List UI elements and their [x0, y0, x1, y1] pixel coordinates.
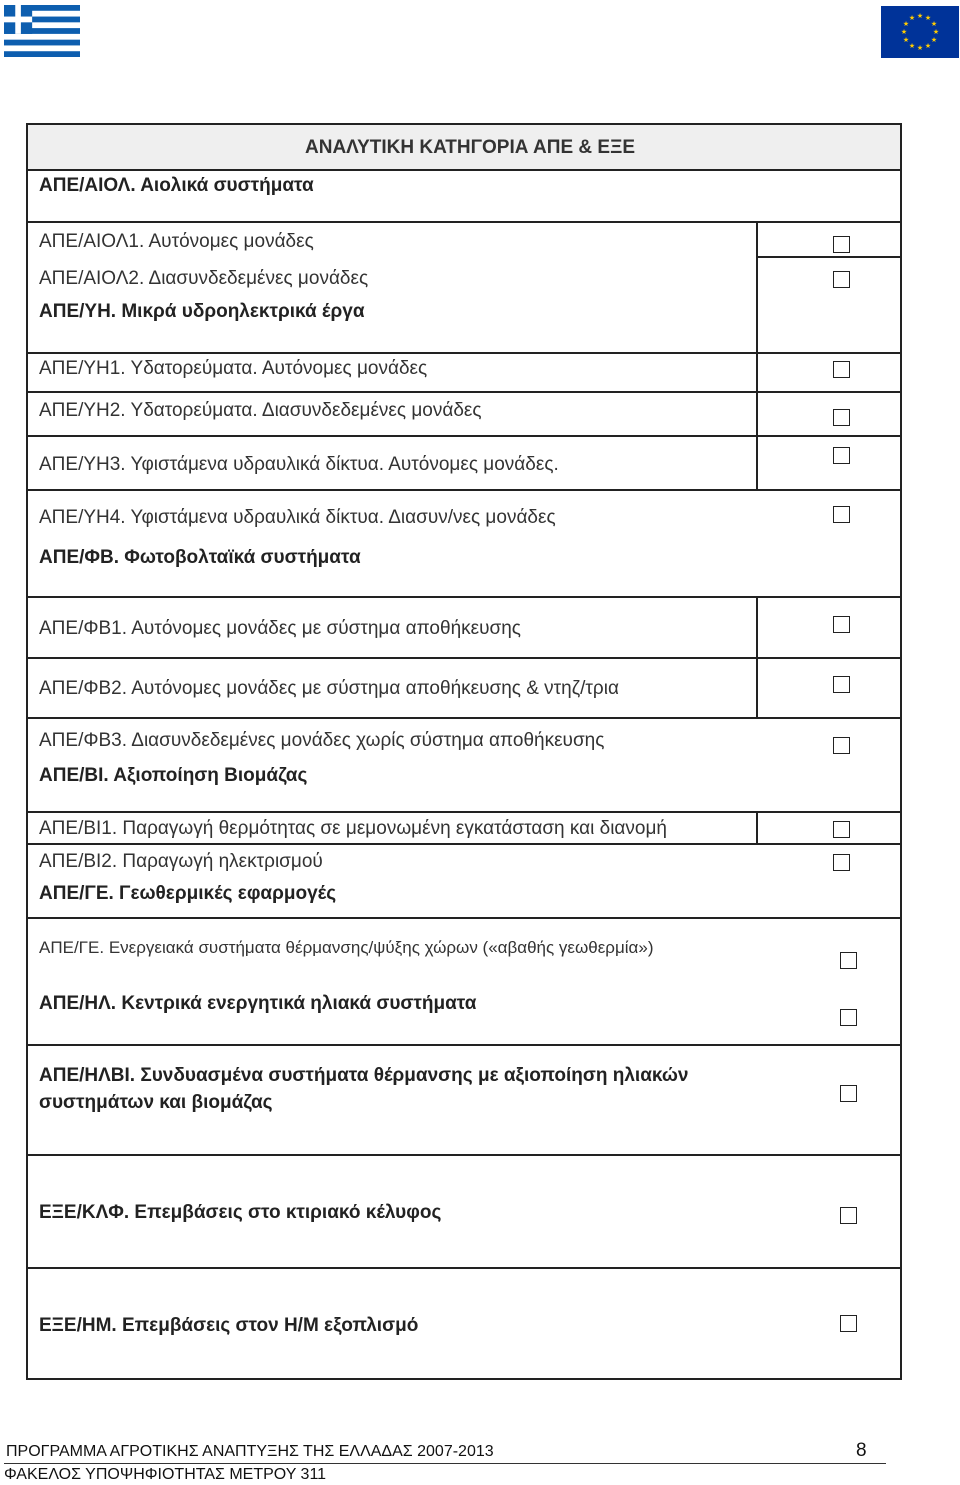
checkbox-yh3[interactable]	[833, 447, 850, 464]
category-table	[26, 123, 902, 1380]
checkbox-ilvi[interactable]	[840, 1085, 857, 1102]
checkbox-yh2[interactable]	[833, 409, 850, 426]
svg-text:★: ★	[930, 36, 938, 44]
list-item: ΑΠΕ/ΥΗ3. Υφιστάμενα υδραυλικά δίκτυα. Αυτόνομες μονάδες.	[39, 454, 559, 475]
checkbox-aiol1[interactable]	[833, 236, 850, 253]
category-title: ΑΠΕ/ΒΙ. Αξιοποίηση Βιομάζας	[39, 765, 308, 786]
greek-flag-icon	[4, 5, 80, 57]
category-title: ΕΞΕ/ΚΛΦ. Επεμβάσεις στο κτιριακό κέλυφος	[39, 1202, 442, 1223]
table-title: ΑΝΑΛΥΤΙΚΗ ΚΑΤΗΓΟΡΙΑ ΑΠΕ & ΕΞΕ	[305, 137, 635, 158]
checkbox-vi1[interactable]	[833, 821, 850, 838]
category-title: ΕΞΕ/ΗΜ. Επεμβάσεις στον Η/Μ εξοπλισμό	[39, 1315, 419, 1336]
list-item: ΑΠΕ/ΑΙΟΛ2. Διασυνδεδεμένες μονάδες	[39, 268, 369, 289]
list-item: ΑΠΕ/ΦΒ3. Διασυνδεδεμένες μονάδες χωρίς σύστημα αποθήκευσης	[39, 730, 605, 751]
category-title: ΑΠΕ/ΑΙΟΛ. Αιολικά συστήματα	[39, 175, 314, 196]
svg-text:★: ★	[902, 36, 910, 44]
checkbox-il[interactable]	[840, 1009, 857, 1026]
category-title: ΑΠΕ/ΗΛΒΙ. Συνδυασμένα συστήματα θέρμανσης με αξιοποίηση ηλιακών	[39, 1065, 689, 1086]
svg-text:★: ★	[908, 14, 916, 22]
category-title: ΑΠΕ/ΗΛ. Κεντρικά ενεργητικά ηλιακά συστήματα	[39, 993, 477, 1014]
checkbox-yh1[interactable]	[833, 361, 850, 378]
category-title: ΑΠΕ/ΥΗ. Μικρά υδροηλεκτρικά έργα	[39, 301, 365, 322]
svg-text:★: ★	[932, 28, 940, 36]
checkbox-ge[interactable]	[840, 952, 857, 969]
list-item: ΑΠΕ/ΦΒ2. Αυτόνομες μονάδες με σύστημα αποθήκευσης & ντηζ/τρια	[39, 678, 619, 699]
page-number: 8	[856, 1440, 867, 1461]
checkbox-fv3[interactable]	[833, 737, 850, 754]
list-item: ΑΠΕ/ΦΒ1. Αυτόνομες μονάδες με σύστημα αποθήκευσης	[39, 618, 521, 639]
svg-text:★: ★	[924, 14, 932, 22]
eu-flag-icon	[881, 6, 959, 58]
svg-text:★: ★	[924, 42, 932, 50]
list-item: ΑΠΕ/ΓΕ. Ενεργειακά συστήματα θέρμανσης/ψύξης χώρων («αβαθής γεωθερμία»)	[39, 938, 654, 957]
list-item: ΑΠΕ/ΥΗ1. Υδατορεύματα. Αυτόνομες μονάδες	[39, 358, 428, 379]
checkbox-aiol2[interactable]	[833, 271, 850, 288]
category-title: συστημάτων και βιομάζας	[39, 1092, 273, 1113]
svg-text:★: ★	[908, 42, 916, 50]
checkbox-vi2[interactable]	[833, 854, 850, 871]
list-item: ΑΠΕ/ΒΙ2. Παραγωγή ηλεκτρισμού	[39, 851, 323, 872]
svg-text:★: ★	[916, 44, 924, 52]
checkbox-yh4[interactable]	[833, 506, 850, 523]
svg-text:★: ★	[902, 20, 910, 28]
list-item: ΑΠΕ/ΑΙΟΛ1. Αυτόνομες μονάδες	[39, 231, 314, 252]
list-item: ΑΠΕ/ΥΗ2. Υδατορεύματα. Διασυνδεδεμένες μονάδες	[39, 400, 482, 421]
checkbox-fv2[interactable]	[833, 676, 850, 693]
list-item: ΑΠΕ/ΥΗ4. Υφιστάμενα υδραυλικά δίκτυα. Διασυν/νες μονάδες	[39, 507, 556, 528]
category-title: ΑΠΕ/ΓΕ. Γεωθερμικές εφαρμογές	[39, 883, 337, 904]
svg-text:★: ★	[930, 20, 938, 28]
svg-text:★: ★	[900, 28, 908, 36]
footer-divider	[4, 1463, 886, 1464]
checkbox-klf[interactable]	[840, 1207, 857, 1224]
footer-dossier: ΦΑΚΕΛΟΣ ΥΠΟΨΗΦΙΟΤΗΤΑΣ ΜΕΤΡΟΥ 311	[4, 1466, 327, 1483]
category-title: ΑΠΕ/ΦΒ. Φωτοβολταϊκά συστήματα	[39, 547, 361, 568]
footer-program: ΠΡΟΓΡΑΜΜΑ ΑΓΡΟΤΙΚΗΣ ΑΝΑΠΤΥΞΗΣ ΤΗΣ ΕΛΛΑΔΑΣ 2007-2013	[6, 1443, 494, 1460]
list-item: ΑΠΕ/ΒΙ1. Παραγωγή θερμότητας σε μεμονωμένη εγκατάσταση και διανομή	[39, 818, 668, 839]
svg-text:★: ★	[916, 12, 924, 20]
checkbox-im[interactable]	[840, 1315, 857, 1332]
checkbox-fv1[interactable]	[833, 616, 850, 633]
